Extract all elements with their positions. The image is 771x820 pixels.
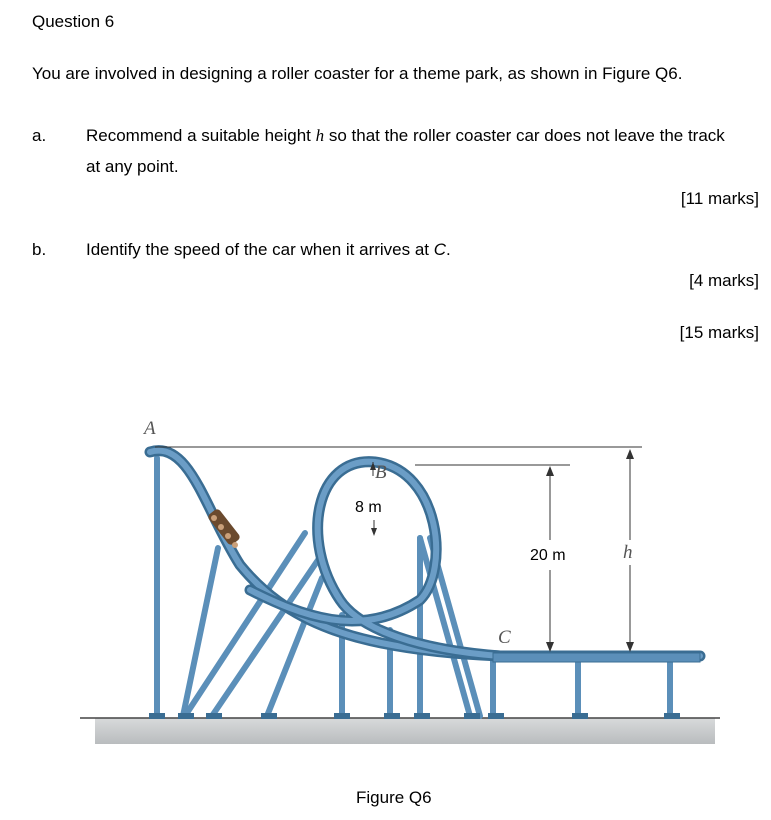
part-a-text: [86, 126, 725, 146]
part-a-text-before: Recommend a suitable height: [86, 126, 316, 145]
part-a-variable: h: [315, 126, 325, 145]
part-a-label: a.: [32, 126, 47, 145]
part-b-marks: [4 marks]: [689, 271, 759, 290]
support-structure: [157, 458, 670, 716]
part-b-text-after: .: [446, 240, 451, 259]
total-marks: [15 marks]: [679, 323, 759, 342]
label-b: B: [375, 462, 387, 483]
part-a-text-after: so that the roller coaster car does not leave the track: [324, 126, 725, 145]
part-a-marks: [11 marks]: [680, 189, 759, 208]
figure-caption: Figure Q6: [356, 788, 432, 807]
part-b-label: b.: [32, 240, 47, 259]
dim-height-label: 20 m: [530, 547, 566, 564]
roller-coaster-figure: [0, 400, 771, 760]
dim-radius-label: 8 m: [355, 499, 382, 516]
flat-track-section: [493, 653, 700, 662]
part-b-text-before: Identify the speed of the car when it arrives at: [86, 240, 434, 259]
part-b-text: [86, 240, 451, 260]
label-a: A: [144, 418, 156, 439]
label-h: h: [623, 542, 633, 563]
question-title: Question 6: [32, 12, 115, 31]
label-c: C: [498, 627, 511, 648]
question-intro: You are involved in designing a roller coaster for a theme park, as shown in Figure Q6.: [32, 64, 683, 83]
ground: [95, 718, 715, 744]
part-b-variable: C: [433, 240, 447, 259]
part-a-text-line2: at any point.: [86, 157, 179, 176]
